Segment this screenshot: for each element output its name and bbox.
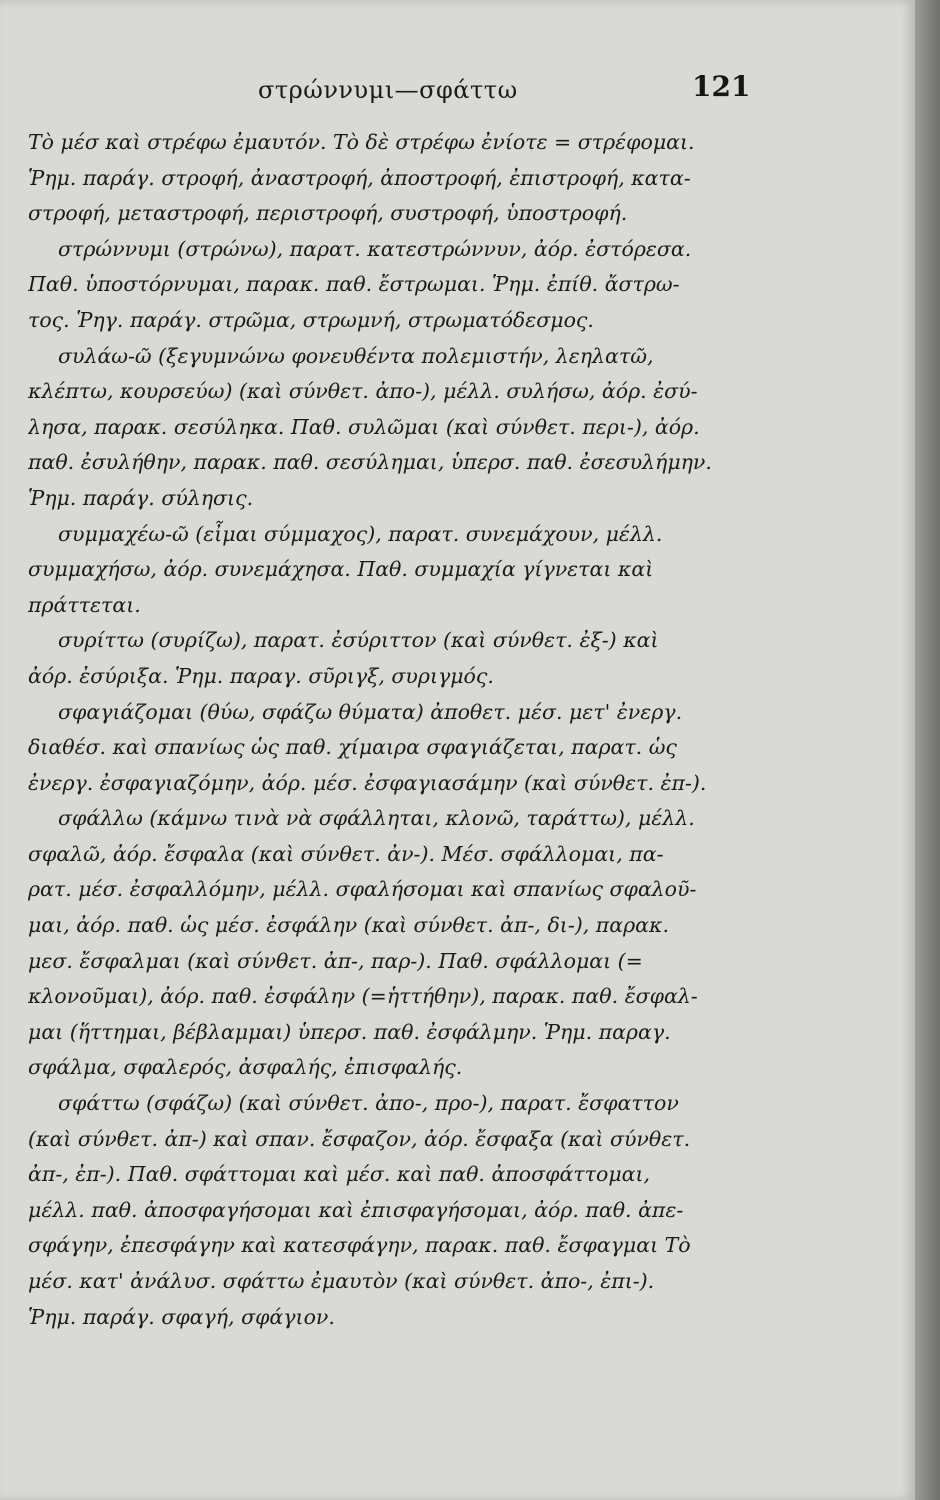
running-head [0,68,915,108]
text-line: λησα, παρακ. σεσύληκα. Παθ. συλῶμαι (καὶ σύνθετ. περι-), ἀόρ. [28,414,700,439]
dictionary-text [28,125,788,1335]
text-line: τος. Ῥηγ. παράγ. στρῶμα, στρωμνή, στρωματόδεσμος. [28,307,594,332]
text-line: ἀόρ. ἐσύριξα. Ῥημ. παραγ. σῦριγξ, συριγμός. [28,663,494,688]
text-line: σφαλῶ, ἀόρ. ἔσφαλα (καὶ σύνθετ. ἀν-). Μέσ. σφάλλομαι, πα- [28,841,664,866]
text-line: Ῥημ. παράγ. σύλησις. [28,485,254,510]
entry-headword-line: συλάω-ῶ (ξεγυμνώνω φονευθέντα πολεμιστήν, λεηλατῶ, [58,343,654,368]
text-line: πράττεται. [28,592,141,617]
text-line: στροφή, μεταστροφή, περιστροφή, συστροφή, ὑποστροφή. [28,201,628,226]
text-line: κλέπτω, κουρσεύω) (καὶ σύνθετ. ἀπο-), μέλλ. συλήσω, ἀόρ. ἐσύ- [28,379,698,404]
text-line: Τὸ μέσ καὶ στρέφω ἐμαυτόν. Τὸ δὲ στρέφω ἐνίοτε = στρέφομαι. [28,130,695,154]
text-line: μεσ. ἔσφαλμαι (καὶ σύνθετ. ἀπ-, παρ-). Παθ. σφάλλομαι (= [28,948,643,973]
text-line: μαι, ἀόρ. παθ. ὡς μέσ. ἐσφάλην (καὶ σύνθετ. ἀπ-, δι-), παρακ. [28,913,669,938]
text-line: μέσ. κατ' ἀνάλυσ. σφάττω ἐμαυτὸν (καὶ σύνθετ. ἀπο-, ἐπι-). [28,1269,655,1293]
text-line: σφάγην, ἐπεσφάγην καὶ κατεσφάγην, παρακ. παθ. ἔσφαγμαι Τὸ [28,1233,691,1258]
text-line: Ῥημ. παράγ. στροφή, ἀναστροφή, ἀποστροφή, ἐπιστροφή, κατα- [28,165,691,190]
running-head-title: στρώννυμι—σφάττω [258,76,518,104]
entry-headword-line: σφάλλω (κάμνω τινὰ νὰ σφάλληται, κλονῶ, ταράττω), μέλλ. [58,806,695,831]
text-line: σφάλμα, σφαλερός, ἀσφαλής, ἐπισφαλής. [28,1055,463,1080]
text-line: ρατ. μέσ. ἐσφαλλόμην, μέλλ. σφαλήσομαι καὶ σπανίως σφαλοῦ- [28,877,697,902]
page-number: 121 [692,70,751,103]
text-line: ἐνεργ. ἐσφαγιαζόμην, ἀόρ. μέσ. ἐσφαγιασάμην (καὶ σύνθετ. ἐπ-). [28,770,707,795]
text-line: Παθ. ὑποστόρνυμαι, παρακ. παθ. ἔστρωμαι. Ῥημ. ἐπίθ. ἄστρω- [28,272,680,297]
entry-headword-line: σφαγιάζομαι (θύω, σφάζω θύματα) ἀποθετ. μέσ. μετ' ἐνεργ. [58,699,683,724]
text-line: (καὶ σύνθετ. ἀπ-) καὶ σπαν. ἔσφαζον, ἀόρ. ἔσφαξα (καὶ σύνθετ. [28,1126,691,1151]
text-line: διαθέσ. καὶ σπανίως ὡς παθ. χίμαιρα σφαγιάζεται, παρατ. ὡς [28,735,677,760]
entry-headword-line: συμμαχέω-ῶ (εἶμαι σύμμαχος), παρατ. συνεμάχουν, μέλλ. [58,521,663,546]
entry-headword-line: στρώννυμι (στρώνω), παρατ. κατεστρώννυν, ἀόρ. ἐστόρεσα. [58,236,692,261]
text-line: συμμαχήσω, ἀόρ. συνεμάχησα. Παθ. συμμαχία γίγνεται καὶ [28,557,654,582]
entry-headword-line: σφάττω (σφάζω) (καὶ σύνθετ. ἀπο-, προ-), παρατ. ἔσφαττον [58,1091,679,1116]
text-line: μέλλ. παθ. ἀποσφαγήσομαι καὶ ἐπισφαγήσομαι, ἀόρ. παθ. ἀπε- [28,1197,684,1222]
page-edge [915,0,940,1500]
text-line: Ῥημ. παράγ. σφαγή, σφάγιον. [28,1304,335,1329]
text-line: κλονοῦμαι), ἀόρ. παθ. ἐσφάλην (=ἡττήθην), παρακ. παθ. ἔσφαλ- [28,984,698,1009]
text-line: ἀπ-, ἐπ-). Παθ. σφάττομαι καὶ μέσ. καὶ παθ. ἀποσφάττομαι, [28,1162,651,1187]
entry-headword-line: συρίττω (συρίζω), παρατ. ἐσύριττον (καὶ σύνθετ. ἐξ-) καὶ [58,628,659,653]
text-line: μαι (ἥττημαι, βέβλαμμαι) ὑπερσ. παθ. ἐσφάλμην. Ῥημ. παραγ. [28,1019,671,1044]
text-line: παθ. ἐσυλήθην, παρακ. παθ. σεσύλημαι, ὑπερσ. παθ. ἐσεσυλήμην. [28,450,712,475]
